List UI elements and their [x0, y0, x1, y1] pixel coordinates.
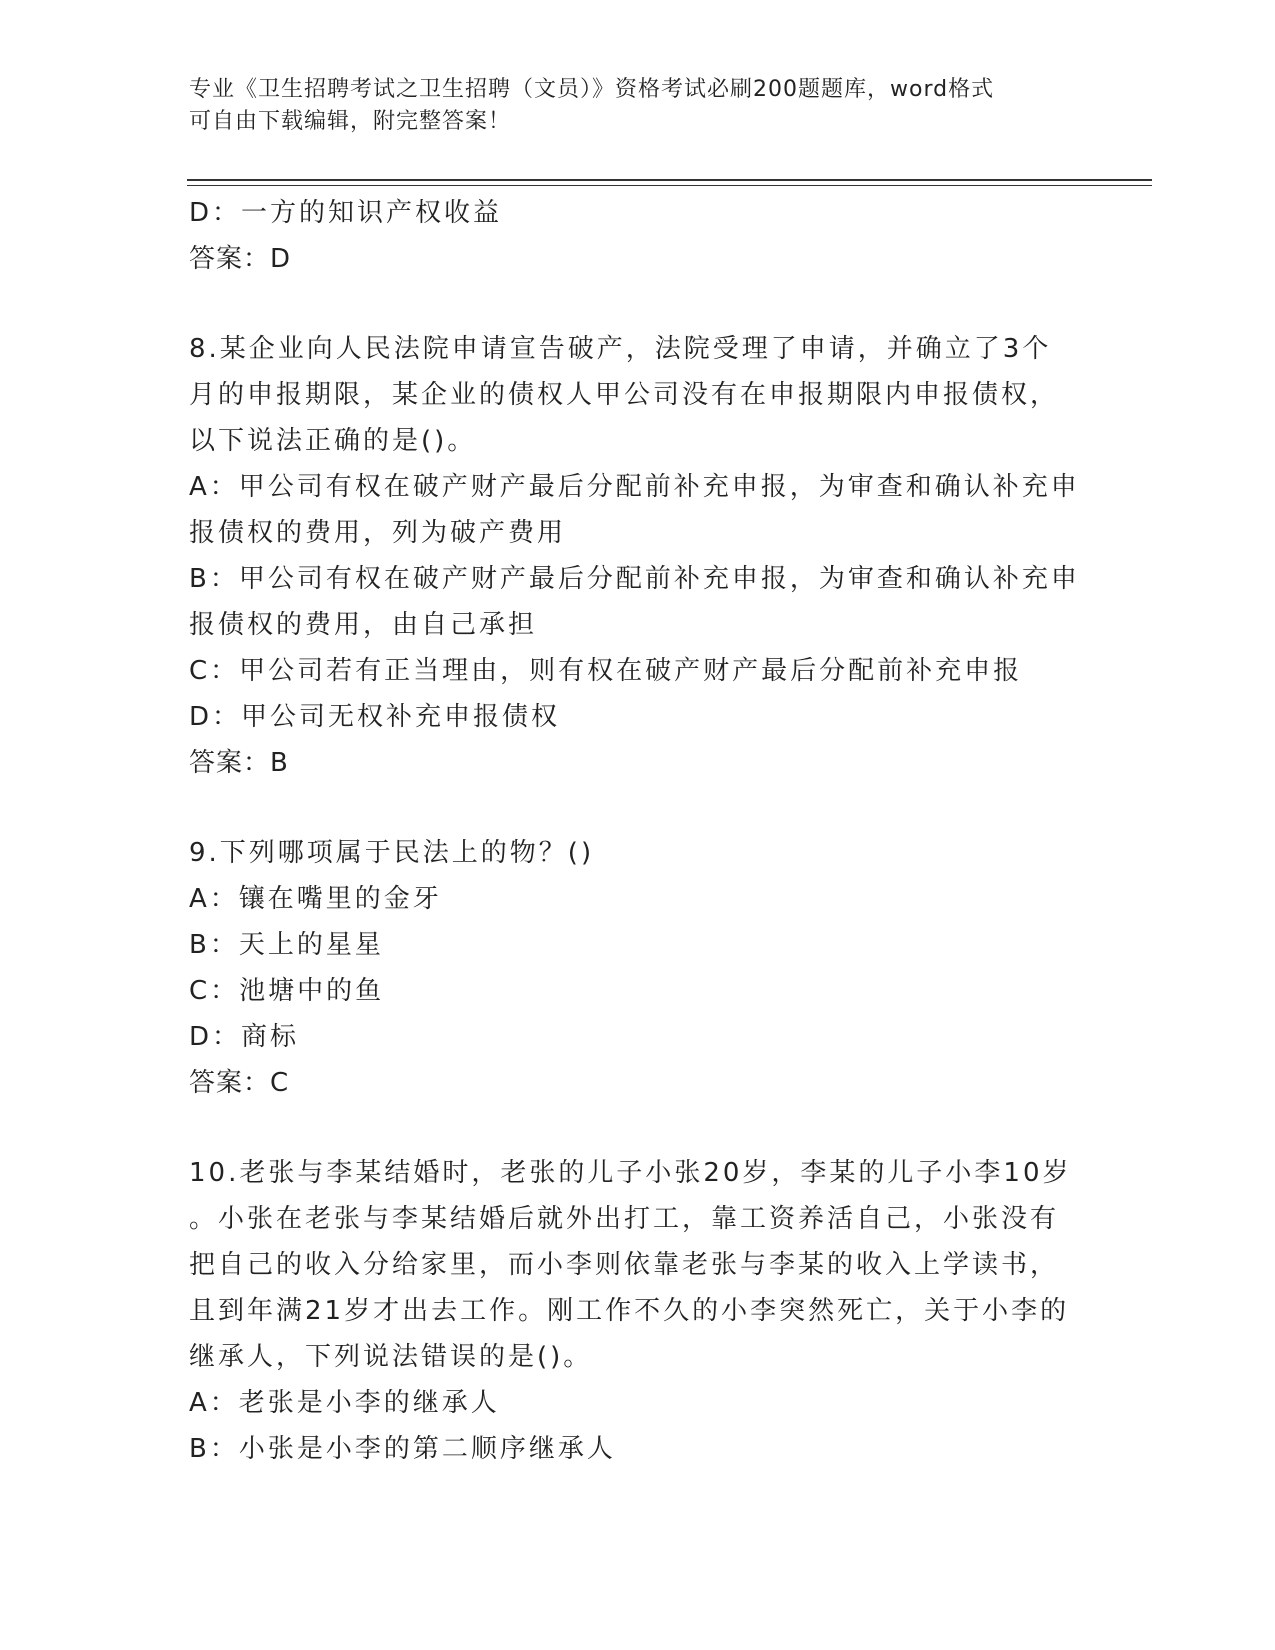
answer-line: 答案：C: [189, 1068, 290, 1098]
option-d: D：一方的知识产权收益: [189, 198, 503, 228]
header-line-2: 可自由下载编辑，附完整答案！: [189, 109, 512, 134]
question-10: [189, 1150, 1089, 1472]
question-stem-line: 继承人，下列说法错误的是()。: [189, 1342, 593, 1372]
option-a: A：老张是小李的继承人: [189, 1388, 500, 1418]
option-c: C：甲公司若有正当理由，则有权在破产财产最后分配前补充申报: [189, 656, 1023, 686]
header-divider: [187, 179, 1152, 181]
option-a: A：甲公司有权在破产财产最后分配前补充申报，为审查和确认补充申: [189, 472, 1080, 502]
question-stem-line: 9.下列哪项属于民法上的物？(): [189, 838, 595, 868]
question-9: [189, 830, 1089, 1106]
option-b: B：小张是小李的第二顺序继承人: [189, 1434, 616, 1464]
question-stem-line: 把自己的收入分给家里，而小李则依靠老张与李某的收入上学读书，: [189, 1250, 1060, 1280]
option-d: D：商标: [189, 1022, 300, 1052]
document-body: [189, 190, 1089, 1472]
question-stem-line: 。小张在老张与李某结婚后就外出打工，靠工资养活自己，小张没有: [189, 1204, 1060, 1234]
question-8: [189, 326, 1089, 786]
question-stem-line: 10.老张与李某结婚时，老张的儿子小张20岁，李某的儿子小李10岁: [189, 1158, 1072, 1188]
option-c: C：池塘中的鱼: [189, 976, 385, 1006]
answer-line: 答案：B: [189, 748, 289, 778]
option-d: D：甲公司无权补充申报债权: [189, 702, 561, 732]
option-a-continued: 报债权的费用，列为破产费用: [189, 518, 567, 548]
answer-line: 答案：D: [189, 244, 292, 274]
header-line-1: 专业《卫生招聘考试之卫生招聘（文员）》资格考试必刷200题题库，word格式: [189, 77, 995, 102]
question-stem-line: 月的申报期限，某企业的债权人甲公司没有在申报期限内申报债权，: [189, 380, 1060, 410]
option-b: B：甲公司有权在破产财产最后分配前补充申报，为审查和确认补充申: [189, 564, 1080, 594]
question-stem-line: 8.某企业向人民法院申请宣告破产，法院受理了申请，并确立了3个: [189, 334, 1052, 364]
option-a: A：镶在嘴里的金牙: [189, 884, 442, 914]
option-b: B：天上的星星: [189, 930, 384, 960]
option-b-continued: 报债权的费用，由自己承担: [189, 610, 538, 640]
question-stem-line: 且到年满21岁才出去工作。刚工作不久的小李突然死亡，关于小李的: [189, 1296, 1070, 1326]
previous-question-tail: [189, 190, 1089, 282]
header-divider-thin: [187, 185, 1152, 186]
document-header: [189, 74, 1069, 138]
question-stem-line: 以下说法正确的是()。: [189, 426, 477, 456]
